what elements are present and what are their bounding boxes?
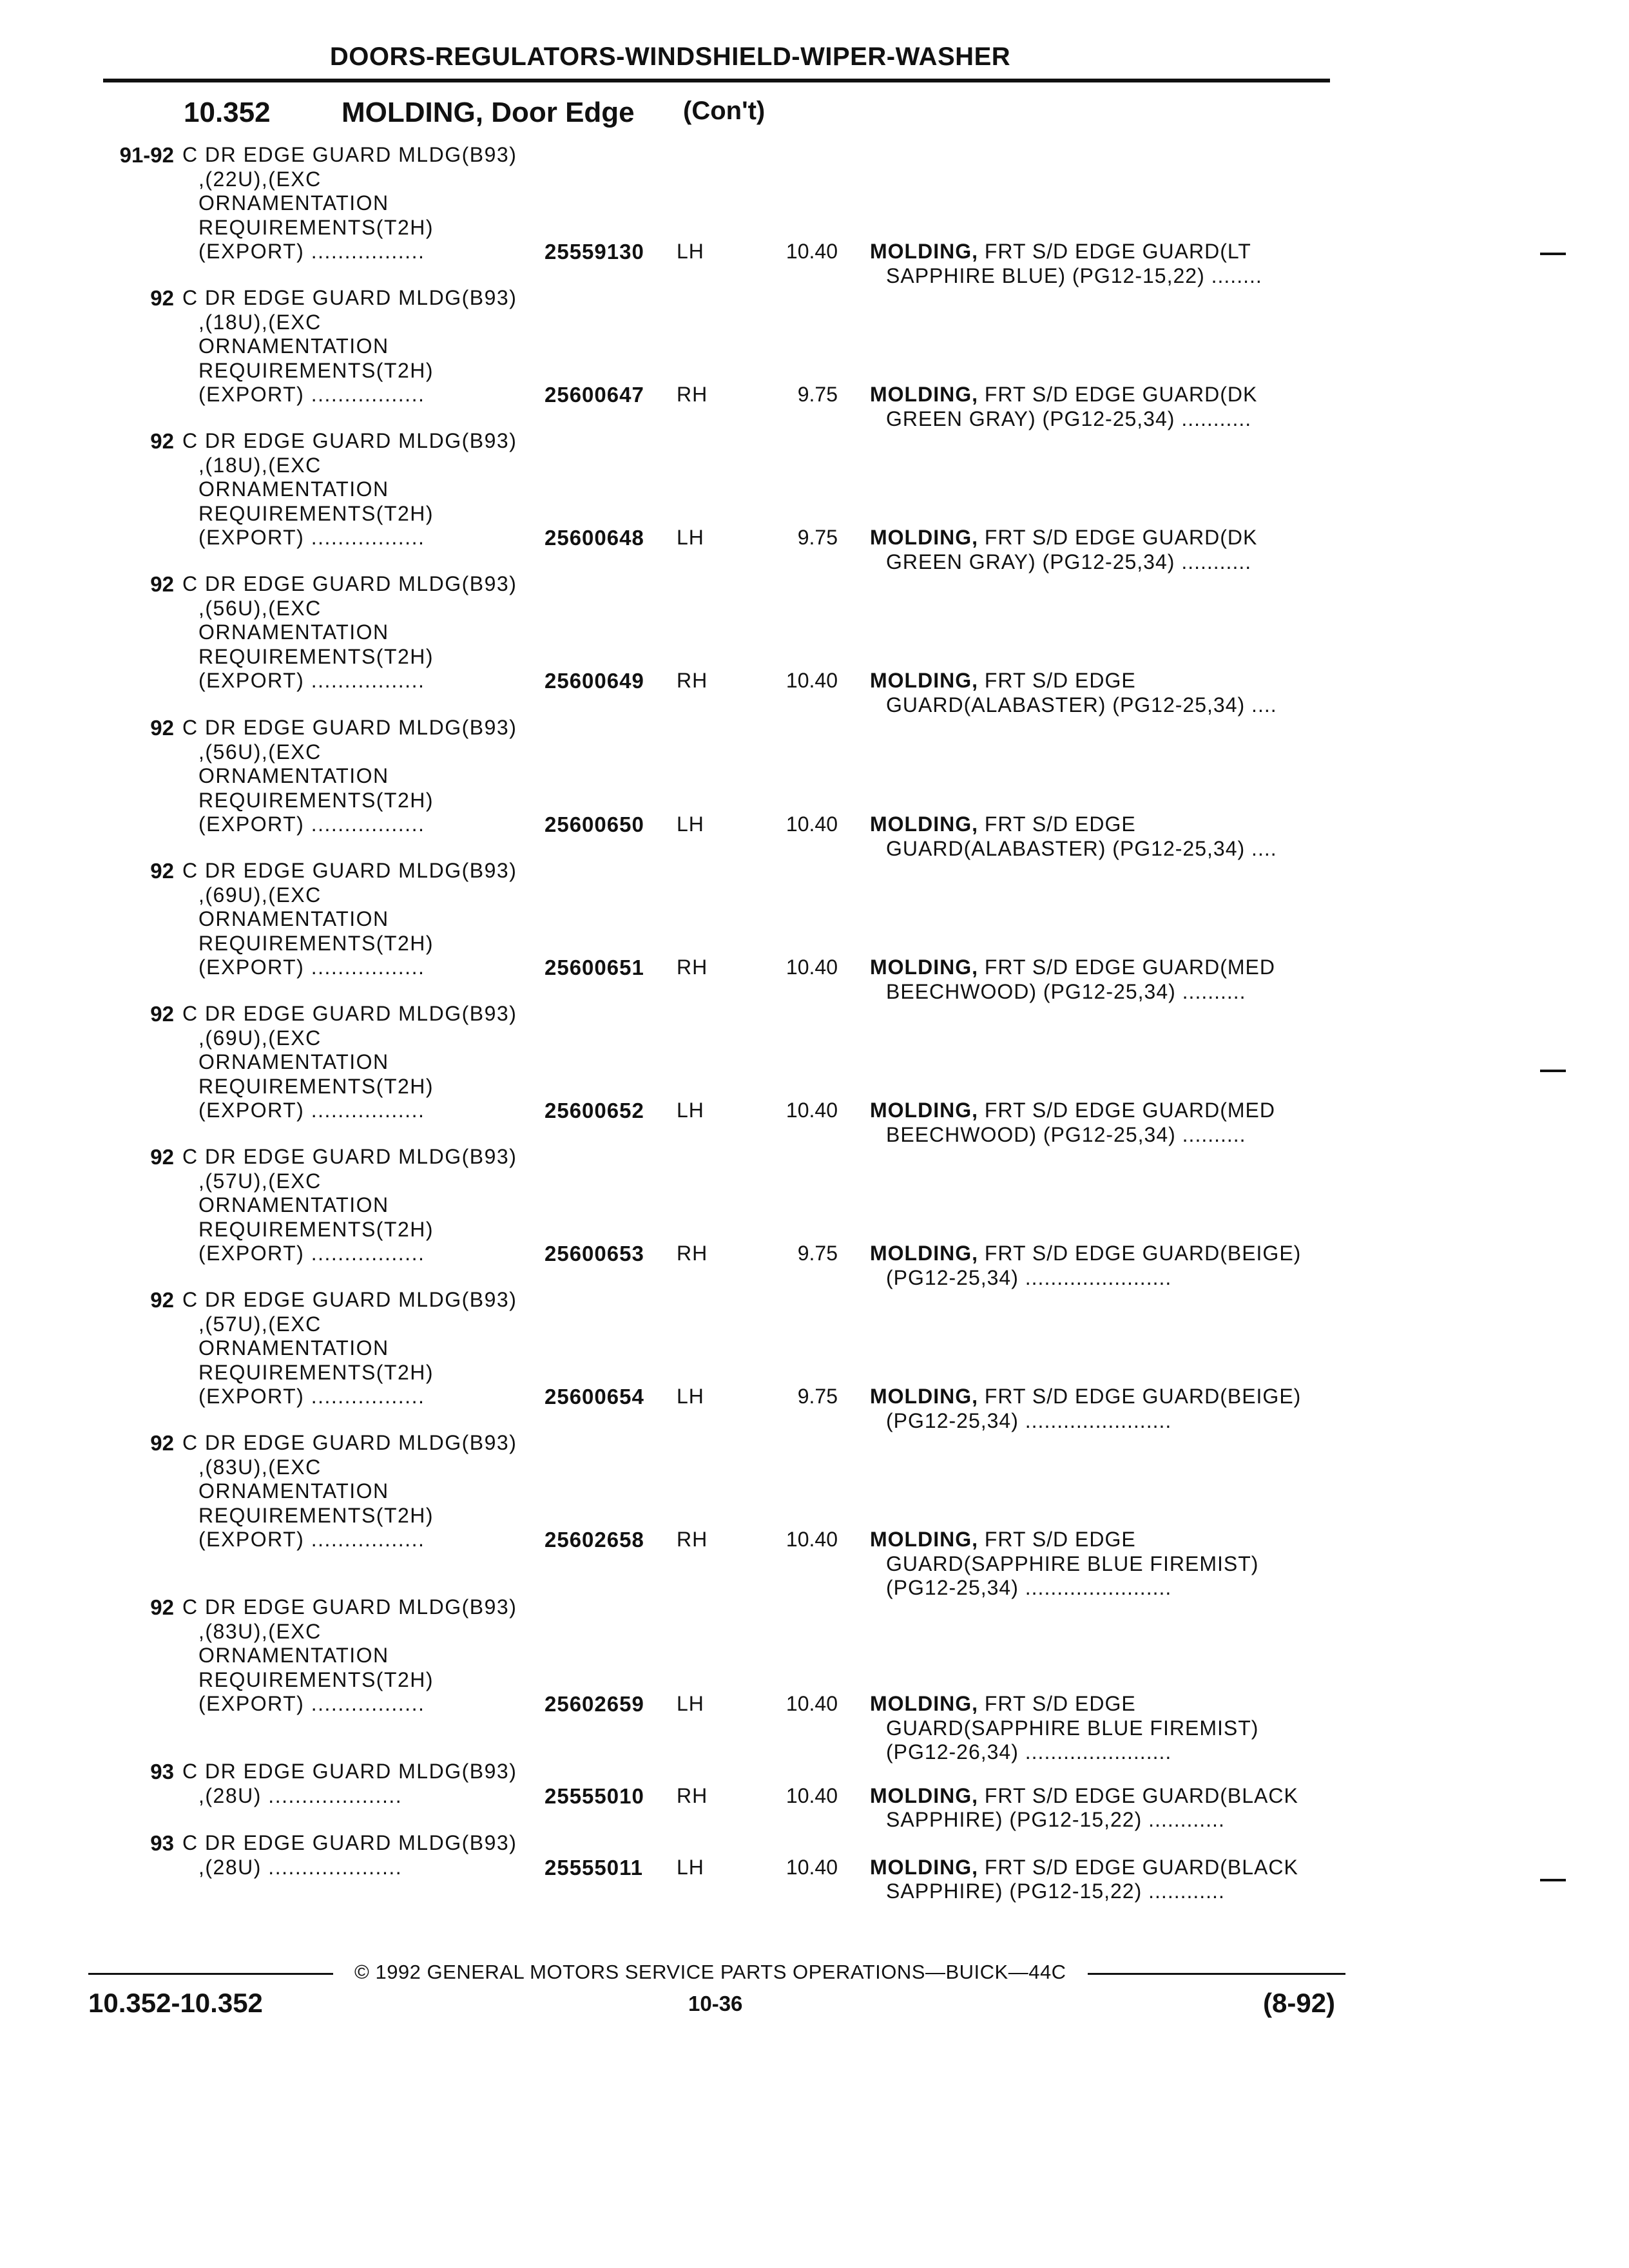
description-line: ORNAMENTATION [198,477,389,501]
description-line: ,(57U),(EXC [198,1169,322,1193]
side-code: LH [677,1855,704,1879]
price: 10.40 [786,1528,838,1551]
price: 9.75 [797,526,838,549]
description-line: ,(69U),(EXC [198,1026,322,1050]
part-name [870,812,1277,861]
description-line: ,(28U) .................... [198,1783,403,1807]
part-number: 25600650 [545,812,644,836]
description-line: (EXPORT) ................. [198,1692,425,1715]
part-name-line: GUARD(SAPPHIRE BLUE FIREMIST) [886,1552,1259,1575]
part-name-rest: FRT S/D EDGE GUARD(MED [978,1099,1275,1122]
description-line: (EXPORT) ................. [198,812,425,836]
part-entry [0,859,1629,1001]
part-name-rest: FRT S/D EDGE GUARD(BLACK [978,1855,1298,1879]
description-line: ORNAMENTATION [198,1336,389,1360]
price: 9.75 [797,383,838,406]
entry-description [182,143,517,264]
part-name-rest: FRT S/D EDGE GUARD(BEIGE) [978,1242,1302,1265]
part-name-line: BEECHWOOD) (PG12-25,34) .......... [886,979,1246,1003]
part-name-line: (PG12-25,34) ....................... [886,1265,1172,1289]
part-name [870,1242,1301,1290]
description-line: REQUIREMENTS(T2H) [198,1074,434,1098]
description-line: ,(57U),(EXC [198,1312,322,1336]
footer-page-number: 10-36 [688,1992,743,2015]
margin-mark [1540,253,1566,255]
price: 9.75 [797,1385,838,1408]
description-line: (EXPORT) ................. [198,956,425,979]
part-name-lead: MOLDING, [870,1099,978,1122]
side-code: RH [677,1242,708,1265]
part-name-line [870,1856,1298,1880]
part-name-rest: FRT S/D EDGE [978,1692,1136,1715]
part-number: 25600648 [545,526,644,550]
side-code: RH [677,1783,708,1807]
description-line: (EXPORT) ................. [198,526,425,549]
part-name-line [870,1692,1258,1716]
part-name-rest: FRT S/D EDGE GUARD(BEIGE) [978,1385,1302,1408]
part-name-lead: MOLDING, [870,526,978,549]
price: 10.40 [786,1783,838,1807]
side-code: LH [677,240,704,263]
description-line: ,(18U),(EXC [198,310,322,334]
description-line: REQUIREMENTS(T2H) [198,931,434,955]
part-number: 25600652 [545,1099,644,1122]
description-line: ORNAMENTATION [198,334,389,358]
part-name-line [870,526,1257,550]
entry-description [182,859,517,980]
description-line: (EXPORT) ................. [198,669,425,692]
part-name-rest: FRT S/D EDGE GUARD(DK [978,526,1258,549]
footer-date: (8-92) [1263,1988,1336,2018]
side-code: LH [677,526,704,549]
part-name [870,1856,1298,1904]
price: 9.75 [797,1242,838,1265]
entry-description [182,572,517,693]
description-line: C DR EDGE GUARD MLDG(B93) [182,429,517,452]
part-name-line: GREEN GRAY) (PG12-25,34) ........... [886,407,1252,430]
entry-description [182,716,517,837]
description-line: ,(83U),(EXC [198,1619,322,1643]
part-name-rest: FRT S/D EDGE [978,812,1136,836]
description-line: REQUIREMENTS(T2H) [198,1217,434,1241]
description-line: (EXPORT) ................. [198,1242,425,1265]
section-continued: (Con't) [683,97,766,125]
description-line: REQUIREMENTS(T2H) [198,358,434,382]
part-name-rest: FRT S/D EDGE GUARD(MED [978,956,1275,979]
entry-year: 91-92 [119,143,174,167]
part-name [870,383,1257,431]
description-line: ORNAMENTATION [198,907,389,930]
entry-year: 92 [150,716,174,740]
description-line: ORNAMENTATION [198,1193,389,1216]
part-number: 25602659 [545,1692,644,1716]
part-name-rest: FRT S/D EDGE [978,1528,1136,1551]
description-line: ,(22U),(EXC [198,167,322,191]
entry-description [182,1831,517,1879]
part-name-lead: MOLDING, [870,1783,978,1807]
part-number: 25555010 [545,1783,644,1808]
part-name [870,669,1277,717]
side-code: LH [677,812,704,836]
side-code: RH [677,1528,708,1551]
part-number: 25600651 [545,956,644,979]
entry-description [182,429,517,550]
description-line: REQUIREMENTS(T2H) [198,1667,434,1691]
part-name-lead: MOLDING, [870,1692,978,1715]
margin-mark [1540,1070,1566,1072]
part-entry [0,1595,1629,1763]
description-line: ,(83U),(EXC [198,1455,322,1479]
entry-year: 92 [150,1595,174,1619]
part-name [870,1692,1258,1765]
part-name-lead: MOLDING, [870,669,978,692]
side-code: LH [677,1692,704,1715]
entry-year: 92 [150,429,174,453]
part-name-line [870,1528,1258,1552]
part-name-lead: MOLDING, [870,383,978,406]
part-number: 25559130 [545,240,644,264]
side-code: RH [677,956,708,979]
price: 10.40 [786,812,838,836]
footer-rule-right [1088,1973,1345,1975]
header-rule [103,79,1330,82]
part-entry [0,286,1629,428]
copyright-notice: © 1992 GENERAL MOTORS SERVICE PARTS OPERATIONS—BUICK—44C [354,1961,1066,1983]
description-line: REQUIREMENTS(T2H) [198,215,434,239]
part-name [870,1784,1298,1832]
part-number: 25602658 [545,1528,644,1552]
price: 10.40 [786,1692,838,1715]
description-line: ORNAMENTATION [198,1644,389,1667]
description-line: C DR EDGE GUARD MLDG(B93) [182,1595,517,1619]
entry-description [182,1431,517,1552]
description-line: C DR EDGE GUARD MLDG(B93) [182,859,517,882]
part-name-lead: MOLDING, [870,240,978,263]
page-title: DOORS-REGULATORS-WINDSHIELD-WIPER-WASHER [329,43,1011,71]
description-line: C DR EDGE GUARD MLDG(B93) [182,143,517,166]
description-line: (EXPORT) ................. [198,240,425,263]
part-name-line [870,383,1257,407]
description-line: (EXPORT) ................. [198,383,425,406]
description-line: C DR EDGE GUARD MLDG(B93) [182,716,517,739]
part-name-lead: MOLDING, [870,956,978,979]
part-name-line: SAPPHIRE) (PG12-15,22) ............ [886,1808,1225,1831]
part-name-lead: MOLDING, [870,1242,978,1265]
part-name [870,1528,1258,1600]
entry-year: 92 [150,1431,174,1455]
description-line: (EXPORT) ................. [198,1385,425,1408]
entry-year: 93 [150,1831,174,1855]
description-line: ,(69U),(EXC [198,883,322,907]
margin-mark [1540,1879,1566,1881]
part-name [870,240,1262,288]
part-name-lead: MOLDING, [870,1855,978,1879]
description-line: C DR EDGE GUARD MLDG(B93) [182,572,517,595]
part-name-line [870,1784,1298,1809]
part-entry [0,143,1629,285]
part-name-line: BEECHWOOD) (PG12-25,34) .......... [886,1122,1246,1146]
description-line: C DR EDGE GUARD MLDG(B93) [182,286,517,309]
side-code: RH [677,669,708,692]
price: 10.40 [786,1099,838,1122]
part-name-line [870,956,1275,980]
description-line: C DR EDGE GUARD MLDG(B93) [182,1145,517,1168]
description-line: REQUIREMENTS(T2H) [198,1360,434,1384]
description-line: (EXPORT) ................. [198,1099,425,1122]
part-name-line: SAPPHIRE BLUE) (PG12-15,22) ........ [886,264,1262,287]
part-name [870,1099,1275,1147]
entry-year: 93 [150,1760,174,1783]
part-name-line: (PG12-25,34) ....................... [886,1576,1172,1599]
entry-description [182,1145,517,1266]
entry-year: 92 [150,1002,174,1026]
part-entry [0,572,1629,714]
part-name-line: (PG12-25,34) ....................... [886,1408,1172,1432]
entry-year: 92 [150,859,174,883]
entry-description [182,1002,517,1123]
description-line: ORNAMENTATION [198,1050,389,1073]
part-name-line [870,1099,1275,1123]
part-name-line: (PG12-26,34) ....................... [886,1740,1172,1763]
entry-description [182,1288,517,1409]
description-line: C DR EDGE GUARD MLDG(B93) [182,1002,517,1025]
part-entry [0,1002,1629,1144]
price: 10.40 [786,956,838,979]
description-line: ,(28U) .................... [198,1855,403,1879]
entry-year: 92 [150,572,174,596]
part-entry [0,1831,1629,1973]
description-line: REQUIREMENTS(T2H) [198,788,434,812]
entry-description [182,286,517,407]
part-name [870,526,1257,574]
footer-rule-left [88,1973,333,1975]
description-line: C DR EDGE GUARD MLDG(B93) [182,1760,517,1783]
description-line: ,(18U),(EXC [198,453,322,477]
part-entry [0,1431,1629,1599]
description-line: ORNAMENTATION [198,191,389,215]
part-entry [0,1288,1629,1430]
side-code: LH [677,1099,704,1122]
entry-description [182,1760,517,1808]
description-line: ORNAMENTATION [198,764,389,787]
part-name-line: GREEN GRAY) (PG12-25,34) ........... [886,550,1252,573]
part-name-lead: MOLDING, [870,812,978,836]
part-name-line: GUARD(ALABASTER) (PG12-25,34) .... [886,836,1277,860]
part-entry [0,716,1629,858]
description-line: REQUIREMENTS(T2H) [198,644,434,668]
part-name-rest: FRT S/D EDGE GUARD(DK [978,383,1258,406]
part-name-line [870,812,1277,837]
part-name-lead: MOLDING, [870,1528,978,1551]
part-name-line: GUARD(ALABASTER) (PG12-25,34) .... [886,693,1277,716]
description-line: REQUIREMENTS(T2H) [198,501,434,525]
description-line: (EXPORT) ................. [198,1528,425,1551]
part-name-line [870,1242,1301,1266]
part-number: 25600647 [545,383,644,407]
part-number: 25555011 [545,1855,644,1879]
part-name-line: GUARD(SAPPHIRE BLUE FIREMIST) [886,1716,1259,1740]
part-number: 25600654 [545,1385,644,1408]
part-name-line [870,1385,1301,1409]
entry-description [182,1595,517,1716]
description-line: REQUIREMENTS(T2H) [198,1503,434,1527]
description-line: ORNAMENTATION [198,620,389,644]
part-number: 25600653 [545,1242,644,1265]
entry-year: 92 [150,1288,174,1312]
price: 10.40 [786,240,838,263]
description-line: C DR EDGE GUARD MLDG(B93) [182,1288,517,1311]
section-number: 10.352 [184,97,271,128]
part-number: 25600649 [545,669,644,693]
part-name-line [870,669,1277,693]
side-code: RH [677,383,708,406]
part-entry [0,1145,1629,1287]
part-name [870,1385,1301,1433]
price: 10.40 [786,669,838,692]
side-code: LH [677,1385,704,1408]
entry-year: 92 [150,1145,174,1169]
part-name-line [870,240,1262,264]
part-name-lead: MOLDING, [870,1385,978,1408]
part-name-line: SAPPHIRE) (PG12-15,22) ............ [886,1879,1225,1903]
footer-section-range: 10.352-10.352 [88,1988,263,2018]
description-line: ,(56U),(EXC [198,740,322,764]
section-title: MOLDING, Door Edge [342,97,635,128]
entry-year: 92 [150,286,174,310]
description-line: C DR EDGE GUARD MLDG(B93) [182,1831,517,1854]
description-line: C DR EDGE GUARD MLDG(B93) [182,1431,517,1454]
description-line: ,(56U),(EXC [198,596,322,620]
part-entry [0,429,1629,571]
part-name-rest: FRT S/D EDGE GUARD(LT [978,240,1251,263]
part-name [870,956,1275,1004]
description-line: ORNAMENTATION [198,1479,389,1503]
part-name-rest: FRT S/D EDGE GUARD(BLACK [978,1783,1298,1807]
part-name-rest: FRT S/D EDGE [978,669,1136,692]
price: 10.40 [786,1855,838,1879]
